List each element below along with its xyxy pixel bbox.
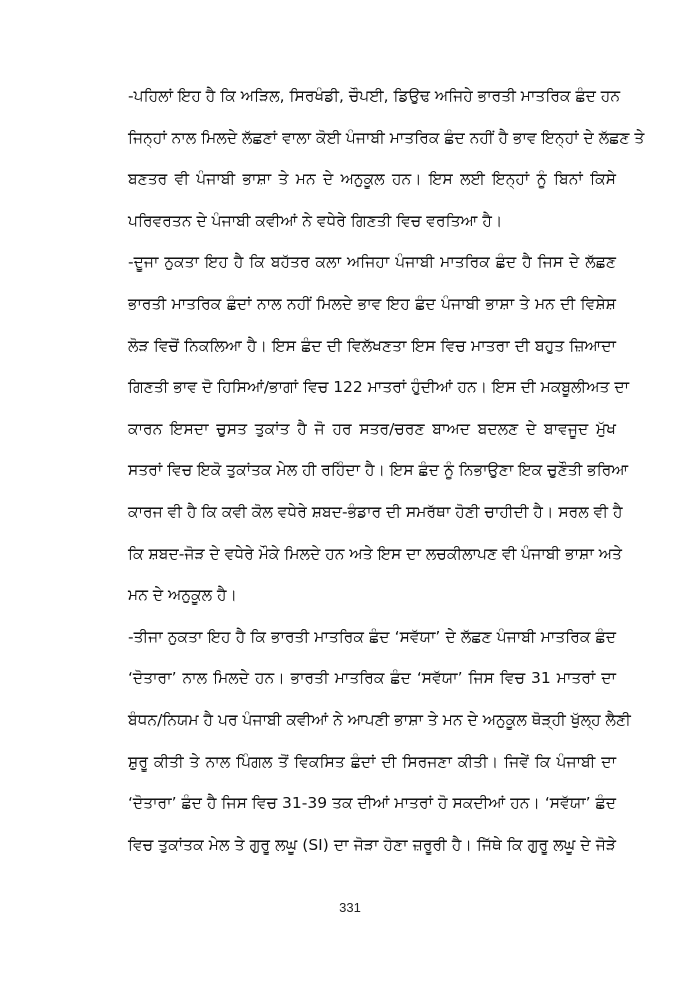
text-line: ਕਿ ਸ਼ਬਦ-ਜੋੜ ਦੇ ਵਧੇਰੇ ਮੌਕੇ ਮਿਲਦੇ ਹਨ ਅਤੇ ਇਸ ਦਾ ਲਚਕੀਲਾਪਣ ਵੀ ਪੰਜਾਬੀ ਭਾਸ਼ਾ ਅਤੇ [128,544,622,563]
text-line: ‘ਦੋਤਾਰਾ’ ਨਾਲ ਮਿਲਦੇ ਹਨ। ਭਾਰਤੀ ਮਾਤਰਿਕ ਛੰਦ ‘ਸਵੱਯਾ’ ਜਿਸ ਵਿਚ 31 ਮਾਤਰਾਂ ਦਾ [128,669,616,688]
text-line: ਕਾਰਜ ਵੀ ਹੈ ਕਿ ਕਵੀ ਕੋਲ ਵਧੇਰੇ ਸ਼ਬਦ-ਭੰਡਾਰ ਦੀ ਸਮਰੱਥਾ ਹੋਣੀ ਚਾਹੀਦੀ ਹੈ। ਸਰਲ ਵੀ ਹੈ [128,502,623,521]
text-line: ਲੋੜ ਵਿਚੋਂ ਨਿਕਲਿਆ ਹੈ। ਇਸ ਛੰਦ ਦੀ ਵਿਲੱਖਣਤਾ ਇਸ ਵਿਚ ਮਾਤਰਾ ਦੀ ਬਹੁਤ ਜ਼ਿਆਦਾ [128,336,616,355]
paragraph-1 [128,82,645,248]
text-line: -ਤੀਜਾ ਨੁਕਤਾ ਇਹ ਹੈ ਕਿ ਭਾਰਤੀ ਮਾਤਰਿਕ ਛੰਦ ‘ਸਵੱਯਾ’ ਦੇ ਲੱਛਣ ਪੰਜਾਬੀ ਮਾਤਰਿਕ ਛੰਦ [128,627,616,646]
text-line: ਬੰਧਨ/ਨਿਯਮ ਹੈ ਪਰ ਪੰਜਾਬੀ ਕਵੀਆਂ ਨੇ ਆਪਣੀ ਭਾਸ਼ਾ ਤੇ ਮਨ ਦੇ ਅਨੁਕੂਲ ਥੋੜ੍ਹੀ ਖੁੱਲ੍ਹ ਲੈਣੀ [128,710,631,729]
document-body [128,82,645,872]
text-line: -ਦੂਜਾ ਨੁਕਤਾ ਇਹ ਹੈ ਕਿ ਬਹੱਤਰ ਕਲਾ ਅਜਿਹਾ ਪੰਜਾਬੀ ਮਾਤਰਿਕ ਛੰਦ ਹੈ ਜਿਸ ਦੇ ਲੱਛਣ [128,253,616,272]
text-line: ਮਨ ਦੇ ਅਨੁਕੂਲ ਹੈ। [128,586,237,605]
paragraph-3 [128,623,631,873]
page-number: 331 [339,900,361,915]
text-line: -ਪਹਿਲਾਂ ਇਹ ਹੈ ਕਿ ਅੜਿਲ, ਸਿਰਖੰਡੀ, ਚੌਪਈ, ਡਿਉਢ ਅਜਿਹੇ ਭਾਰਤੀ ਮਾਤਰਿਕ ਛੰਦ ਹਨ [128,87,621,105]
text-line: ਬਣਤਰ ਵੀ ਪੰਜਾਬੀ ਭਾਸ਼ਾ ਤੇ ਮਨ ਦੇ ਅਨੁਕੂਲ ਹਨ। ਇਸ ਲਈ ਇਨ੍ਹਾਂ ਨੂੰ ਬਿਨਾਂ ਕਿਸੇ [128,170,616,189]
text-line: ‘ਦੋਤਾਰਾ’ ਛੰਦ ਹੈ ਜਿਸ ਵਿਚ 31-39 ਤਕ ਦੀਆਂ ਮਾਤਰਾਂ ਹੋ ਸਕਦੀਆਂ ਹਨ। ‘ਸਵੱਯਾ’ ਛੰਦ [128,794,616,813]
text-line: ਸ਼ੁਰੂ ਕੀਤੀ ਤੇ ਨਾਲ ਪਿੰਗਲ ਤੋਂ ਵਿਕਸਿਤ ਛੰਦਾਂ ਦੀ ਸਿਰਜਣਾ ਕੀਤੀ। ਜਿਵੇਂ ਕਿ ਪੰਜਾਬੀ ਦਾ [128,752,616,771]
text-line: ਗਿਣਤੀ ਭਾਵ ਦੋ ਹਿਸਿਆਂ/ਭਾਗਾਂ ਵਿਚ 122 ਮਾਤਰਾਂ ਹੁੰਦੀਆਂ ਹਨ। ਇਸ ਦੀ ਮਕਬੂਲੀਅਤ ਦਾ [128,378,630,397]
text-line: ਪਰਿਵਰਤਨ ਦੇ ਪੰਜਾਬੀ ਕਵੀਆਂ ਨੇ ਵਧੇਰੇ ਗਿਣਤੀ ਵਿਚ ਵਰਤਿਆ ਹੈ। [128,211,503,230]
text-line: ਸਤਰਾਂ ਵਿਚ ਇਕੋ ਤੁਕਾਂਤਕ ਮੇਲ ਹੀ ਰਹਿੰਦਾ ਹੈ। ਇਸ ਛੰਦ ਨੂੰ ਨਿਭਾਉਣਾ ਇਕ ਚੁਣੌਤੀ ਭਰਿਆ [128,461,629,480]
paragraph-2 [128,248,630,622]
text-line: ਕਾਰਨ ਇਸਦਾ ਚੁਸਤ ਤੁਕਾਂਤ ਹੈ ਜੋ ਹਰ ਸਤਰ/ਚਰਣ ਬਾਅਦ ਬਦਲਣ ਦੇ ਬਾਵਜੂਦ ਮੁੱਖ [128,419,616,438]
text-line: ਜਿਨ੍ਹਾਂ ਨਾਲ ਮਿਲਦੇ ਲੱਛਣਾਂ ਵਾਲਾ ਕੋਈ ਪੰਜਾਬੀ ਮਾਤਰਿਕ ਛੰਦ ਨਹੀਂ ਹੈ ਭਾਵ ਇਨ੍ਹਾਂ ਦੇ ਲੱਛਣ ਤੇ [128,128,645,147]
text-line: ਭਾਰਤੀ ਮਾਤਰਿਕ ਛੰਦਾਂ ਨਾਲ ਨਹੀਂ ਮਿਲਦੇ ਭਾਵ ਇਹ ਛੰਦ ਪੰਜਾਬੀ ਭਾਸ਼ਾ ਤੇ ਮਨ ਦੀ ਵਿਸ਼ੇਸ਼ [128,294,616,313]
text-line: ਵਿਚ ਤੁਕਾਂਤਕ ਮੇਲ ਤੇ ਗੁਰੂ ਲਘੂ (SI) ਦਾ ਜੋੜਾ ਹੋਣਾ ਜ਼ਰੂਰੀ ਹੈ। ਜਿੱਥੇ ਕਿ ਗੁਰੂ ਲਘੂ ਦੇ ਜੋੜੇ [128,835,616,854]
